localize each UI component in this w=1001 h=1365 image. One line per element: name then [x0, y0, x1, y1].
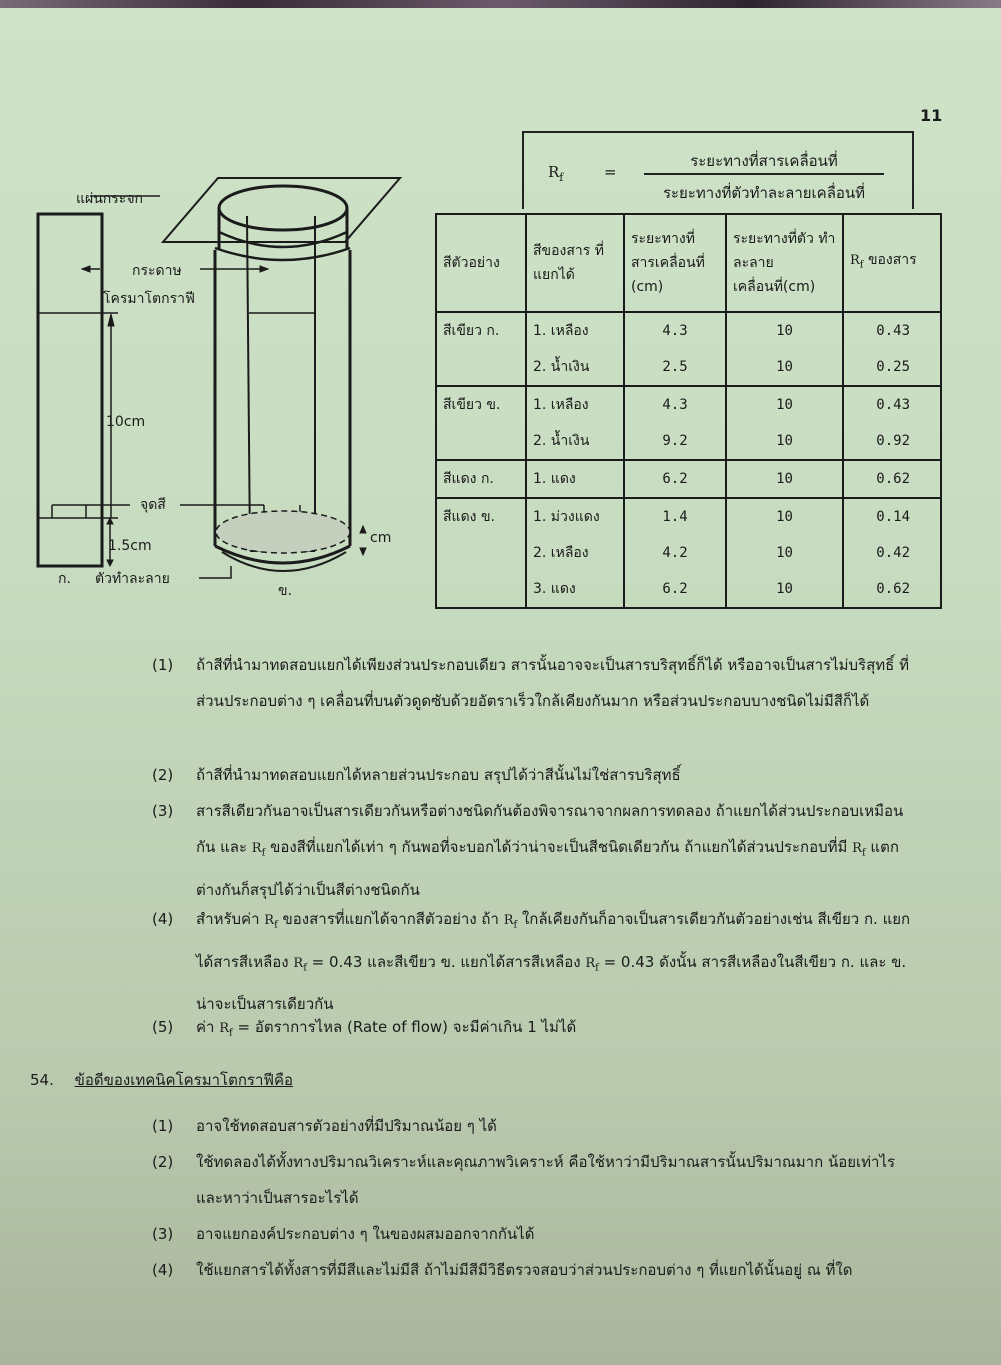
question-title: ข้อดีของเทคนิคโครมาโตกราฟีคือ [74, 1071, 294, 1089]
header-rf: $R_f$ ของสาร [843, 214, 941, 312]
equals-sign: = [604, 163, 617, 181]
table-row [436, 386, 941, 423]
page-number: 11 [920, 106, 943, 125]
table-header-row [436, 214, 941, 312]
table-row [436, 460, 941, 498]
rf-value-cell: 0.43 [843, 312, 941, 349]
label-figure-b: ข. [278, 583, 293, 599]
table-row [436, 498, 941, 535]
sample-cell [436, 349, 526, 386]
label-figure-a: ก. [58, 571, 71, 587]
label-paper: กระดาษ [132, 263, 182, 279]
sample-cell [436, 535, 526, 571]
solvent-distance-cell: 10 [726, 571, 843, 608]
label-glass-plate: แผ่นกระจก [76, 191, 143, 207]
solvent-distance-cell: 10 [726, 535, 843, 571]
note-5: (5) ค่า $R_f$ = อัตราการไหล (Rate of flow) จะมีค่าเกิน 1 ไม่ได้ [152, 1018, 577, 1039]
advantage-2: (2) ใช้ทดลองได้ทั้งทางปริมาณวิเคราะห์และคุณภาพวิเคราะห์ คือใช้หาว่ามีปริมาณสารนั้นปริมาณมาก น้อยเท่าไร และหาว่าเป็นสารอะไรได้ [152, 1153, 896, 1207]
substance-distance-cell: 6.2 [624, 460, 726, 498]
note-1: (1) ถ้าสีที่นำมาทดสอบแยกได้เพียงส่วนประกอบเดียว สารนั้นอาจจะเป็นสารบริสุทธิ์ก็ได้ หรืออาจเป็นสารไม่บริสุทธิ์ ที่ส่วนประกอบต่าง ๆ เคลื่อนที่บนตัวดูดซับด้วยอัตราเร็วใกล้เคียงกันมาก หรือส่วนประกอบบางชนิดไม่มีสีก็ได้ [152, 656, 909, 710]
solvent-distance-cell: 10 [726, 498, 843, 535]
label-chromatography: โครมาโตกราฟี [103, 291, 195, 307]
header-solvent-distance: ระยะทางที่ตัว ทำละลาย เคลื่อนที่(cm) [726, 214, 843, 312]
label-1-5cm: 1.5cm [108, 538, 152, 554]
rf-value-cell: 0.43 [843, 386, 941, 423]
advantage-4: (4) ใช้แยกสารได้ทั้งสารที่มีสีและไม่มีสี ถ้าไม่มีสีมีวิธีตรวจสอบว่าส่วนประกอบต่าง ๆ ที่แยกได้นั้นอยู่ ณ ที่ใด [152, 1261, 853, 1279]
note-3: (3) สารสีเดียวกันอาจเป็นสารเดียวกันหรือต่างชนิดกันต้องพิจารณาจากผลการทดลอง ถ้าแยกได้ส่วนประกอบเหมือนกัน และ $R_f$ ของสีที่แยกได้เท่า ๆ กันพอที่จะบอกได้ว่าน่าจะเป็นสีชนิดเดียวกัน ถ้าแยกได้ส่วนประกอบที่มี $R_f$ แตกต่างกันก็สรุปได้ว่าเป็นสีต่างชนิดกัน [152, 802, 904, 899]
rf-value-cell: 0.42 [843, 535, 941, 571]
label-10cm: 10cm [106, 414, 146, 430]
table-row [436, 571, 941, 608]
formula-denominator: ระยะทางที่ตัวทำละลายเคลื่อนที่ [662, 184, 866, 202]
sample-cell: สีแดง ข. [436, 498, 526, 535]
solvent-distance-cell: 10 [726, 386, 843, 423]
advantage-1: (1) อาจใช้ทดสอบสารตัวอย่างที่มีปริมาณน้อย ๆ ได้ [152, 1117, 497, 1135]
question-54-heading [30, 1068, 293, 1092]
rf-value-cell: 0.62 [843, 571, 941, 608]
table-row [436, 312, 941, 349]
substance-distance-cell: 1.4 [624, 498, 726, 535]
sample-cell: สีแดง ก. [436, 460, 526, 498]
table-row [436, 535, 941, 571]
solvent-distance-cell: 10 [726, 460, 843, 498]
color-cell: 1. เหลือง [526, 312, 624, 349]
sample-cell: สีเขียว ข. [436, 386, 526, 423]
rf-value-cell: 0.92 [843, 423, 941, 460]
label-solvent: ตัวทำละลาย [95, 571, 170, 587]
color-cell: 3. แดง [526, 571, 624, 608]
rf-symbol: $R_f$ [548, 163, 564, 184]
rf-symbol: $R_f$ [585, 955, 599, 974]
substance-distance-cell: 9.2 [624, 423, 726, 460]
solvent-distance-cell: 10 [726, 312, 843, 349]
rf-symbol: $R_f$ [503, 913, 518, 931]
apparatus-illustration [0, 170, 430, 600]
color-cell: 1. แดง [526, 460, 624, 498]
color-cell: 1. ม่วงแดง [526, 498, 624, 535]
solvent-distance-cell: 10 [726, 349, 843, 386]
label-cm: cm [370, 530, 392, 546]
substance-distance-cell: 4.3 [624, 386, 726, 423]
rf-results-table [435, 213, 942, 609]
sample-cell: สีเขียว ก. [436, 312, 526, 349]
label-dye-spot: จุดสี [140, 497, 166, 513]
color-cell: 1. เหลือง [526, 386, 624, 423]
scan-edge [0, 0, 1001, 8]
rf-value-cell: 0.62 [843, 460, 941, 498]
note-2: (2) ถ้าสีที่นำมาทดสอบแยกได้หลายส่วนประกอบ สรุปได้ว่าสีนั้นไม่ใช่สารบริสุทธิ์ [152, 766, 681, 784]
substance-distance-cell: 4.2 [624, 535, 726, 571]
sample-cell [436, 423, 526, 460]
color-cell: 2. เหลือง [526, 535, 624, 571]
question-number: 54. [30, 1071, 54, 1089]
rf-symbol: $R_f$ [852, 841, 866, 859]
advantage-3: (3) อาจแยกองค์ประกอบต่าง ๆ ในของผสมออกจากกันได้ [152, 1225, 535, 1243]
color-cell: 2. น้ำเงิน [526, 423, 624, 460]
substance-distance-cell: 6.2 [624, 571, 726, 608]
table-row [436, 423, 941, 460]
table-row [436, 349, 941, 386]
chromatography-diagram [0, 170, 430, 600]
solvent-distance-cell: 10 [726, 423, 843, 460]
header-sample: สีตัวอย่าง [436, 214, 526, 312]
rf-symbol: $R_f$ [293, 955, 307, 974]
header-substance-distance: ระยะทางที่ สารเคลื่อนที่ (cm) [624, 214, 726, 312]
rf-formula-box [522, 131, 914, 209]
formula-numerator: ระยะทางที่สารเคลื่อนที่ [690, 152, 838, 170]
rf-symbol: $R_f$ [264, 913, 278, 931]
header-separated-color: สีของสาร ที่แยกได้ [526, 214, 624, 312]
rf-value-cell: 0.14 [843, 498, 941, 535]
substance-distance-cell: 4.3 [624, 312, 726, 349]
note-4: (4) สำหรับค่า $R_f$ ของสารที่แยกได้จากสีตัวอย่าง ถ้า $R_f$ ใกล้เคียงกันก็อาจเป็นสารเดียวกันตัวอย่างเช่น สีเขียว ก. แยกได้สารสีเหลือง $R_f = 0.43$ และสีเขียว ข. แยกได้สารสีเหลือง $R_f = 0.43$ ดังนั้น สารสีเหลืองในสีเขียว ก. และ ข. น่าจะเป็นสารเดียวกัน [152, 910, 911, 1014]
rf-value-cell: 0.25 [843, 349, 941, 386]
substance-distance-cell: 2.5 [624, 349, 726, 386]
color-cell: 2. น้ำเงิน [526, 349, 624, 386]
rf-symbol: $R_f$ [251, 841, 266, 859]
sample-cell [436, 571, 526, 608]
rf-symbol: $R_f$ [219, 1021, 233, 1039]
fraction-bar [644, 173, 884, 175]
